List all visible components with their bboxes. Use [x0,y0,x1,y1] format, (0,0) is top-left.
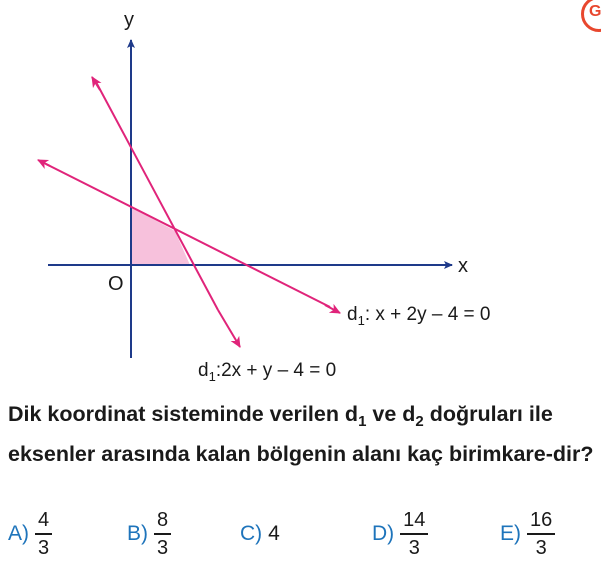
line-d2-equation: $d_1:2x + y - 4 = 0$ [198,360,337,384]
origin-label: O [108,273,124,295]
option-d-fraction: $\frac{14}{3}$ [400,507,428,561]
option-c[interactable]: C) 4 [240,522,280,545]
x-axis-label: x [458,255,468,277]
line-d2-arrow-upper [92,77,100,90]
answer-options [0,502,601,572]
option-e-fraction: $\frac{16}{3}$ [527,507,555,561]
option-a-fraction: $\frac{4}{3}$ [35,507,52,561]
option-b[interactable]: B) $\frac{8}{3}$ [127,502,171,566]
y-axis-label: y [124,9,134,31]
option-b-fraction: $\frac{8}{3}$ [154,507,171,561]
line-d1 [46,164,330,307]
option-d[interactable]: D) $\frac{14}{3}$ [372,502,428,566]
line-d1-arrow-right [325,305,340,313]
line-d1-equation: $d_1$: x + 2y – 4 = 0 [347,304,491,328]
option-a[interactable]: A) $\frac{4}{3}$ [8,502,52,566]
option-e[interactable]: E) $\frac{16}{3}$ [500,502,555,566]
corner-badge: G [581,0,601,32]
line-d1-arrow-left [38,160,50,166]
shaded-region [131,207,190,265]
line-d2-arrow-lower [218,310,240,347]
question-text: Dik koordinat sisteminde verilen $d_1$ ve $d_2$ doğruları ile eksenler arasında kalan bölgenin alanı kaç birimkare-dir? [8,402,594,466]
